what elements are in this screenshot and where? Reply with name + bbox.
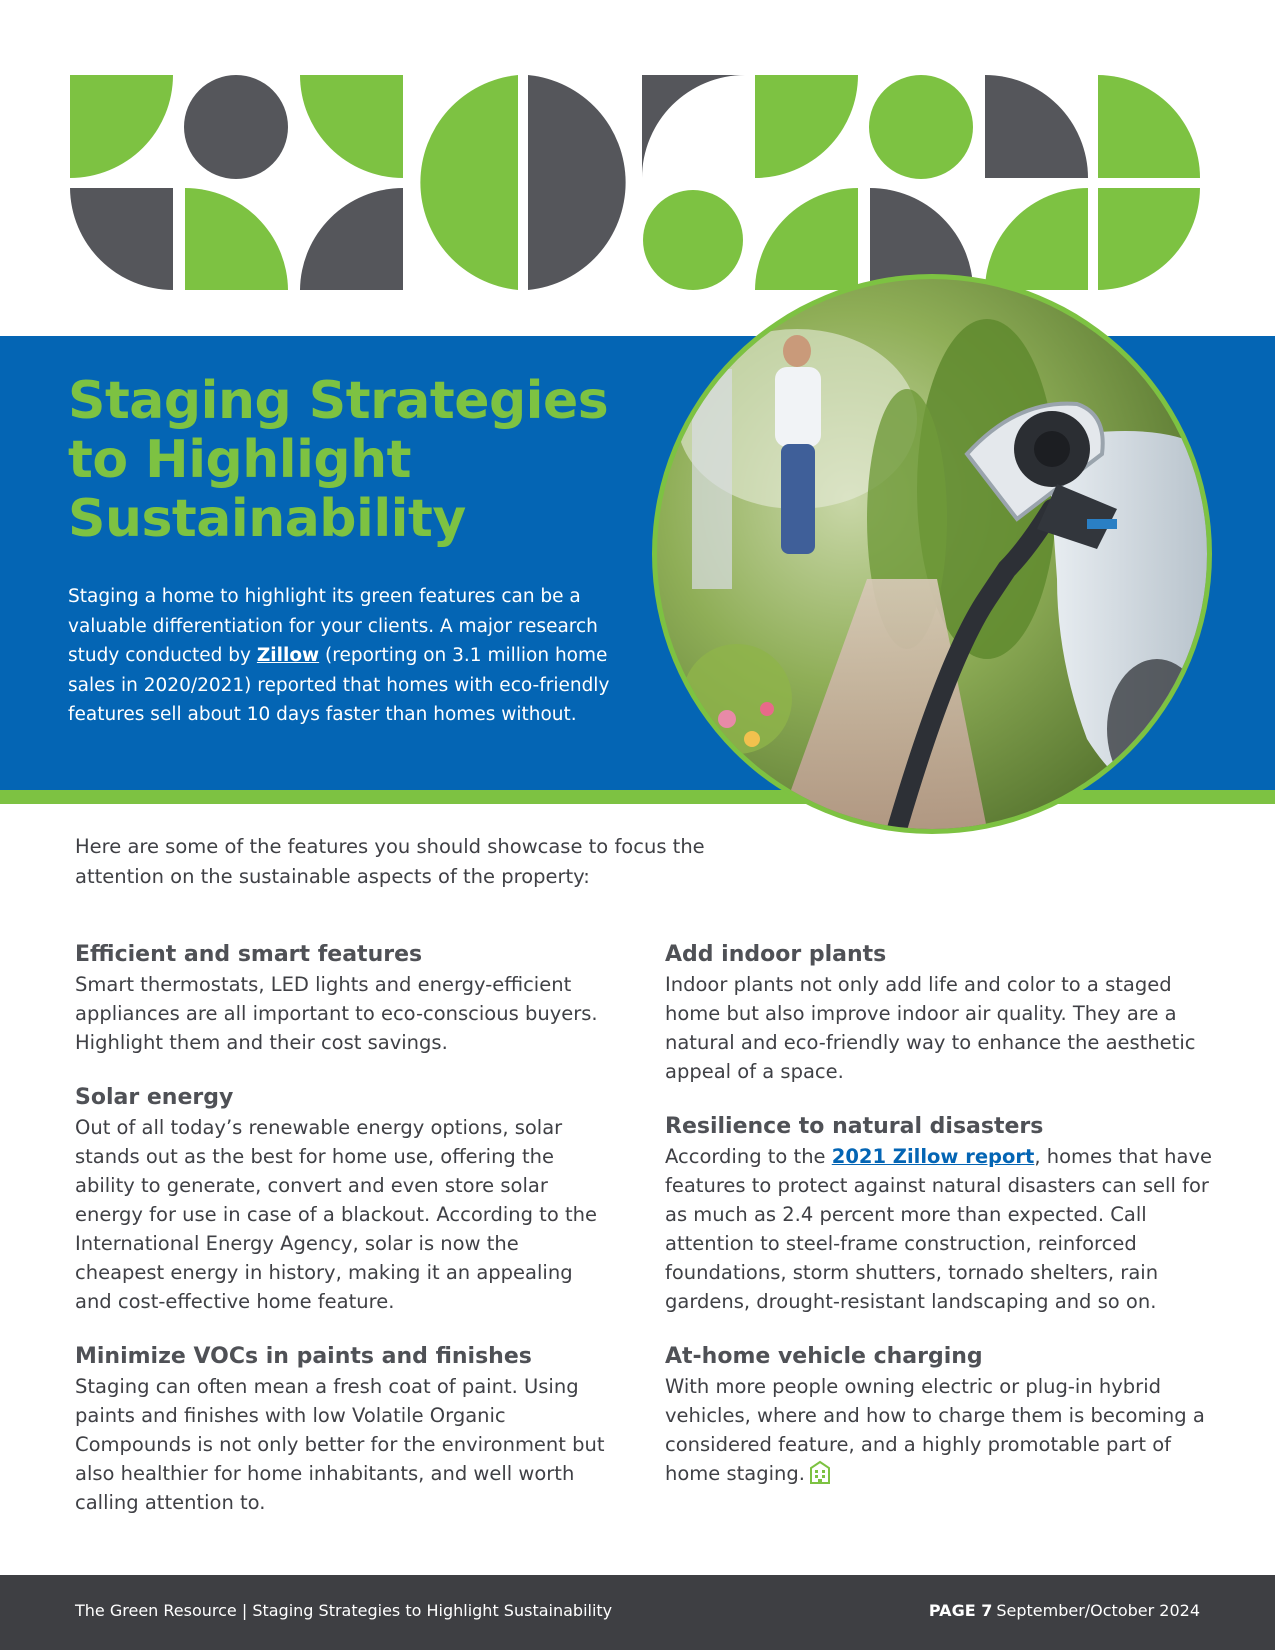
zillow-link[interactable]: Zillow [256,645,320,666]
pattern-shape [1098,188,1200,290]
section-body: Indoor plants not only add life and color to a staged home but also improve indoor air quality. They are a natural and eco-friendly way to enhance the aesthetic appeal of a space. [665,973,1196,1083]
section-body: Smart thermostats, LED lights and energy-efficient appliances are all important to eco-conscious buyers. Highlight them and their cost savings. [75,973,598,1054]
section-body: Out of all today’s renewable energy options, solar stands out as the best for home use, offering the ability to generate, convert and even store solar energy for use in case of a blackout. According to the International Energy Agency, solar is now the cheapest energy in history, making it an appealing and cost-effective home feature. [75,1116,597,1313]
section-efficient [75,940,610,1057]
zillow-report-link[interactable]: 2021 Zillow report [831,1145,1035,1168]
hero-green-stripe [0,790,1275,804]
pattern-shape [300,75,403,178]
footer-page-info [929,1600,1200,1622]
section-solar [75,1083,610,1316]
title-line: to Highlight [68,430,412,490]
pattern-shape [70,188,173,290]
lead-paragraph: Here are some of the features you should showcase to focus the attention on the sustainable aspects of the property: [75,835,705,888]
section-heading: At-home vehicle charging [665,1344,983,1369]
section-charging [665,1342,1215,1492]
section-plants [665,940,1215,1086]
footer-page-number: PAGE 7 [928,1601,993,1620]
pattern-shape [643,190,743,290]
section-body [665,1372,1215,1492]
section-heading: Solar energy [75,1085,234,1110]
section-body [665,1142,1215,1316]
intro-text: Staging a home to highlight its green features can be a valuable differentiation for your clients. A major research study conducted by [68,586,598,666]
geometric-header-pattern [0,0,1275,300]
pattern-shape [985,75,1088,178]
ev-charging-illustration [657,279,1207,829]
pattern-shape [184,75,288,179]
section-heading: Resilience to natural disasters [665,1114,1044,1139]
ev-charging-photo-frame [652,274,1212,834]
pattern-shape [869,75,973,179]
intro-paragraph [68,582,648,730]
pattern-shape [70,75,173,178]
pattern-shape [528,75,626,290]
pattern-shape [185,188,288,290]
title-line: Staging Strategies [68,371,609,431]
right-column [665,940,1215,1518]
title-line: Sustainability [68,489,466,549]
left-column [75,940,610,1543]
pattern-shape [985,188,1088,290]
pattern-shape [755,188,858,290]
building-icon [809,1460,831,1492]
pattern-shape [300,188,403,290]
intro-text: (reporting on 3.1 million home sales in 2020/2021) reported that homes with eco-friendly features sell about 10 days faster than homes without. [68,645,610,725]
section-body: Staging can often mean a fresh coat of paint. Using paints and finishes with low Volatile Organic Compounds is not only better for the environment but also healthier for home inhabitants, and well worth calling attention to. [75,1375,605,1514]
ev-charging-photo [657,279,1207,829]
section-heading: Add indoor plants [665,942,887,967]
page-footer [0,1575,1275,1650]
pattern-shape [420,75,518,290]
section-vocs [75,1342,610,1517]
section-resilience [665,1112,1215,1316]
pattern-shape [755,75,858,178]
section-heading: Efficient and smart features [75,942,423,967]
pattern-shape [1098,75,1200,178]
section-heading: Minimize VOCs in paints and finishes [75,1344,532,1369]
body-text: According to the [665,1145,832,1168]
footer-date: September/October 2024 [996,1601,1200,1620]
body-text: With more people owning electric or plug-in hybrid vehicles, where and how to charge them is becoming a considered feature, and a highly promotable part of home staging. [665,1375,1205,1485]
body-text: , homes that have features to protect against natural disasters can sell for as much as 2.4 percent more than expected. Call attention to steel-frame construction, reinforced foundations, storm shutters, tornado shelters, rain gardens, drought-resistant landscaping and so on. [665,1145,1213,1313]
pattern-shape [642,75,745,178]
footer-publication: The Green Resource | Staging Strategies to Highlight Sustainability [75,1601,613,1620]
page-title [68,372,648,549]
